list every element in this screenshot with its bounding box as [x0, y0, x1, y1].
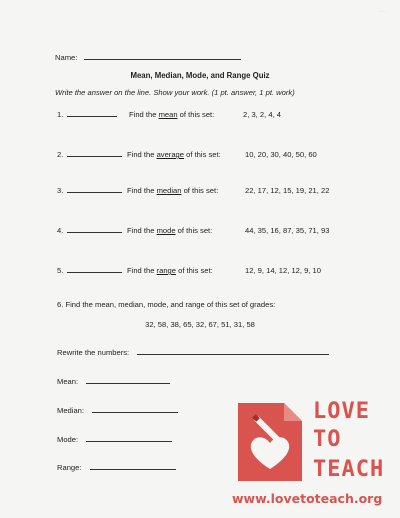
median-label: Median:: [57, 406, 85, 415]
prompt-term: median: [156, 186, 182, 195]
question-number: 5.: [57, 266, 64, 275]
rewrite-blank[interactable]: [137, 354, 329, 355]
name-row: [55, 53, 241, 62]
number-set: 2, 3, 2, 4, 4: [243, 110, 281, 119]
prompt-term: range: [156, 266, 176, 275]
quiz-title: Mean, Median, Mode, and Range Quiz: [130, 71, 270, 80]
number-set: 10, 20, 30, 40, 50, 60: [245, 150, 317, 159]
prompt-prefix: Find the: [129, 110, 159, 119]
rewrite-label: Rewrite the numbers:: [57, 348, 130, 357]
mode-blank[interactable]: [86, 441, 172, 442]
rewrite-row: [57, 348, 329, 357]
question-row: [57, 266, 122, 275]
mode-label: Mode:: [57, 435, 79, 444]
prompt-term: mean: [158, 110, 178, 119]
question-prompt: [127, 150, 221, 159]
median-blank[interactable]: [92, 412, 178, 413]
prompt-suffix: of this set:: [177, 110, 215, 119]
prompt-prefix: Find the: [127, 266, 157, 275]
corner-mark: ·····: [377, 9, 386, 15]
question-number: 4.: [57, 226, 64, 235]
instructions: Write the answer on the line. Show your work. (1 pt. answer, 1 pt. work): [55, 88, 295, 97]
question-row: [57, 110, 117, 119]
love-to-teach-logo-icon: [234, 399, 306, 485]
question-number: 3.: [57, 186, 64, 195]
question-row: [57, 226, 122, 235]
prompt-suffix: of this set:: [176, 266, 213, 275]
name-label: Name:: [55, 53, 78, 62]
number-set: 44, 35, 16, 87, 35, 71, 93: [245, 226, 330, 235]
watermark-teach: TEACH: [313, 457, 385, 482]
prompt-suffix: of this set:: [184, 150, 221, 159]
prompt-prefix: Find the: [127, 226, 157, 235]
prompt-term: average: [156, 150, 185, 159]
answer-blank[interactable]: [67, 192, 122, 193]
watermark-love: LOVE: [313, 399, 370, 424]
question-prompt: [127, 266, 213, 275]
prompt-suffix: of this set:: [175, 226, 213, 235]
range-label: Range:: [57, 463, 82, 472]
watermark-url: www.lovetoteach.org: [232, 491, 383, 506]
question-prompt: [129, 110, 214, 119]
q6-set: 32, 58, 38, 65, 32, 67, 51, 31, 58: [145, 320, 255, 329]
number-set: 12, 9, 14, 12, 12, 9, 10: [245, 266, 321, 275]
answer-blank[interactable]: [67, 232, 122, 233]
mean-row: [57, 377, 170, 386]
name-blank[interactable]: [84, 59, 241, 60]
question-number: 2.: [57, 150, 64, 159]
question-number: 1.: [57, 110, 64, 119]
answer-blank[interactable]: [67, 272, 122, 273]
question-prompt: [127, 186, 218, 195]
range-blank[interactable]: [90, 469, 176, 470]
mode-row: [57, 435, 172, 444]
question-prompt: [127, 226, 212, 235]
prompt-suffix: of this set:: [181, 186, 219, 195]
number-set: 22, 17, 12, 15, 19, 21, 22: [245, 186, 330, 195]
watermark-to: TO: [313, 427, 342, 452]
answer-blank[interactable]: [67, 156, 122, 157]
prompt-prefix: Find the: [127, 150, 157, 159]
question-row: [57, 186, 122, 195]
q6-prompt: 6. Find the mean, median, mode, and range of this set of grades:: [57, 300, 276, 309]
mean-blank[interactable]: [86, 383, 170, 384]
question-row: [57, 150, 122, 159]
median-row: [57, 406, 178, 415]
range-row: [57, 463, 176, 472]
mean-label: Mean:: [57, 377, 79, 386]
prompt-prefix: Find the: [127, 186, 157, 195]
prompt-term: mode: [156, 226, 176, 235]
answer-blank[interactable]: [67, 116, 117, 117]
